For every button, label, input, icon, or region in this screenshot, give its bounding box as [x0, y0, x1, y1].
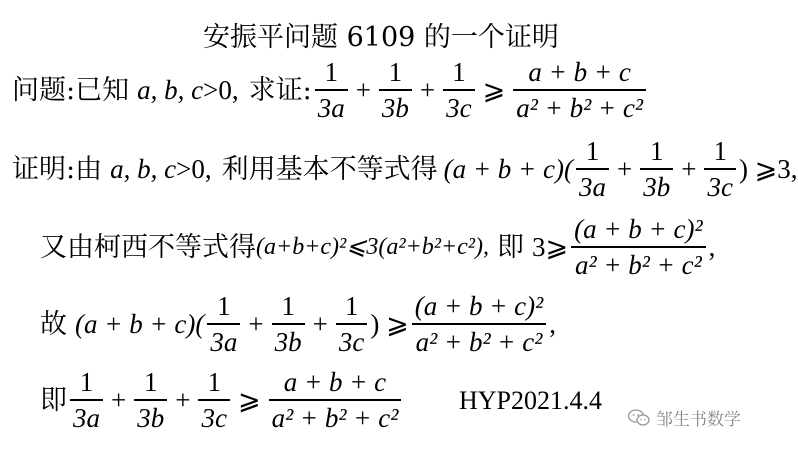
plus-sign: + [681, 153, 697, 184]
fraction-bar [443, 89, 474, 90]
plus-sign: + [175, 384, 191, 415]
fraction-bar [513, 89, 646, 90]
frac-numerator: a + b + c [283, 367, 387, 397]
geq-sign: ⩾ [482, 74, 506, 105]
step3-mid: ) ⩾ [370, 308, 409, 339]
frac-numerator: (a + b + c)² [574, 214, 703, 244]
step4-frac-3 [198, 368, 229, 432]
problem-rhs-frac [513, 58, 646, 122]
fraction-bar [272, 323, 305, 324]
proof-frac-3 [704, 137, 735, 201]
watermark-text: 邹生书数学 [656, 410, 741, 430]
frac-denominator: 3b [137, 402, 165, 433]
step4-rhs-frac [269, 368, 402, 432]
plus-sign: + [312, 308, 328, 339]
step2-frac [571, 215, 706, 279]
proof-suffix: ) ⩾3, [738, 153, 798, 184]
frac-denominator: 3b [274, 326, 302, 357]
fraction-bar [412, 323, 547, 324]
problem-label: 问题:已知 [12, 74, 130, 106]
frac-numerator: 1 [452, 57, 466, 87]
frac-denominator: a² + b² + c² [516, 92, 643, 123]
fraction-bar [571, 246, 706, 247]
geq-sign: ⩾ [237, 384, 261, 415]
step2-text: 又由柯西不等式得 [40, 231, 256, 263]
step3-rhs-frac [412, 292, 547, 356]
frac-denominator: 3c [201, 402, 227, 433]
frac-denominator: a² + b² + c² [415, 326, 543, 357]
fraction-bar [704, 168, 735, 169]
page-title: 安振平问题 6109 的一个证明 [203, 22, 559, 53]
proof-cond: >0, [176, 153, 212, 184]
frac-numerator: 1 [207, 367, 221, 397]
step3-tail: , [549, 308, 556, 339]
frac-numerator: 1 [344, 291, 359, 321]
step3-line [40, 292, 556, 356]
fraction-bar [315, 89, 348, 90]
frac-numerator: 1 [324, 57, 338, 87]
frac-denominator: 3c [338, 326, 365, 357]
proof-prefix: (a + b + c)( [443, 153, 573, 184]
frac-denominator: 3c [446, 92, 472, 123]
step2-ji: 即 [496, 231, 524, 263]
frac-numerator: 1 [217, 291, 231, 321]
fraction-bar [379, 89, 412, 90]
step4-frac-1 [70, 368, 103, 432]
frac-denominator: 3a [73, 402, 100, 433]
frac-denominator: a² + b² + c² [271, 402, 399, 433]
frac-numerator: (a + b + c)² [414, 291, 544, 321]
fraction-bar [269, 399, 402, 400]
step2-ineq: (a+b+c)²⩽3(a²+b²+c²), [256, 234, 489, 261]
fraction-bar [134, 399, 167, 400]
frac-numerator: 1 [143, 367, 158, 397]
problem-ask: 求证: [248, 74, 312, 106]
step4-line [40, 368, 404, 432]
plus-sign: + [111, 384, 127, 415]
fraction-bar [576, 168, 609, 169]
frac-denominator: 3a [317, 92, 345, 123]
frac-denominator: 3a [210, 326, 238, 357]
proof-line [12, 137, 798, 201]
proof-frac-1 [576, 137, 609, 201]
step2-line [40, 215, 715, 279]
frac-denominator: 3b [643, 171, 671, 202]
frac-denominator: 3b [381, 92, 409, 123]
step3-gu: 故 [40, 308, 67, 340]
proof-text: 利用基本不等式得 [221, 153, 438, 185]
step3-frac-1 [207, 292, 240, 356]
fraction-bar [336, 323, 367, 324]
frac-numerator: 1 [388, 57, 403, 87]
plus-sign: + [419, 74, 436, 105]
plus-sign: + [616, 153, 633, 184]
frac-numerator: 1 [713, 136, 727, 166]
proof-frac-2 [640, 137, 673, 201]
fraction-bar [207, 323, 240, 324]
step2-tail: , [708, 231, 716, 262]
frac-numerator: 1 [649, 136, 664, 166]
fraction-bar [640, 168, 673, 169]
wechat-icon [628, 409, 650, 427]
frac-denominator: 3c [707, 171, 733, 202]
problem-cond: >0, [203, 74, 239, 105]
frac-numerator: a + b + c [528, 57, 631, 87]
frac-denominator: 3a [578, 171, 606, 202]
problem-frac-2 [379, 58, 412, 122]
step2-lhs: 3⩾ [531, 231, 569, 262]
frac-numerator: 1 [79, 367, 94, 397]
problem-vars: a, b, c [137, 74, 204, 105]
problem-frac-3 [443, 58, 474, 122]
step3-prefix: (a + b + c)( [75, 308, 205, 339]
step4-ji: 即 [40, 384, 67, 416]
step3-frac-3 [336, 292, 367, 356]
step3-frac-2 [272, 292, 305, 356]
proof-label: 证明:由 [12, 153, 103, 185]
proof-vars: a, b, c [110, 153, 177, 184]
step4-frac-2 [134, 368, 167, 432]
frac-denominator: a² + b² + c² [574, 249, 702, 280]
plus-sign: + [248, 308, 264, 339]
signature-date: HYP2021.4.4 [459, 386, 603, 415]
frac-numerator: 1 [585, 136, 600, 166]
watermark [628, 405, 741, 430]
frac-numerator: 1 [281, 291, 295, 321]
problem-frac-1 [315, 58, 348, 122]
fraction-bar [70, 399, 103, 400]
plus-sign: + [355, 74, 371, 105]
fraction-bar [198, 399, 229, 400]
problem-line [12, 58, 649, 122]
